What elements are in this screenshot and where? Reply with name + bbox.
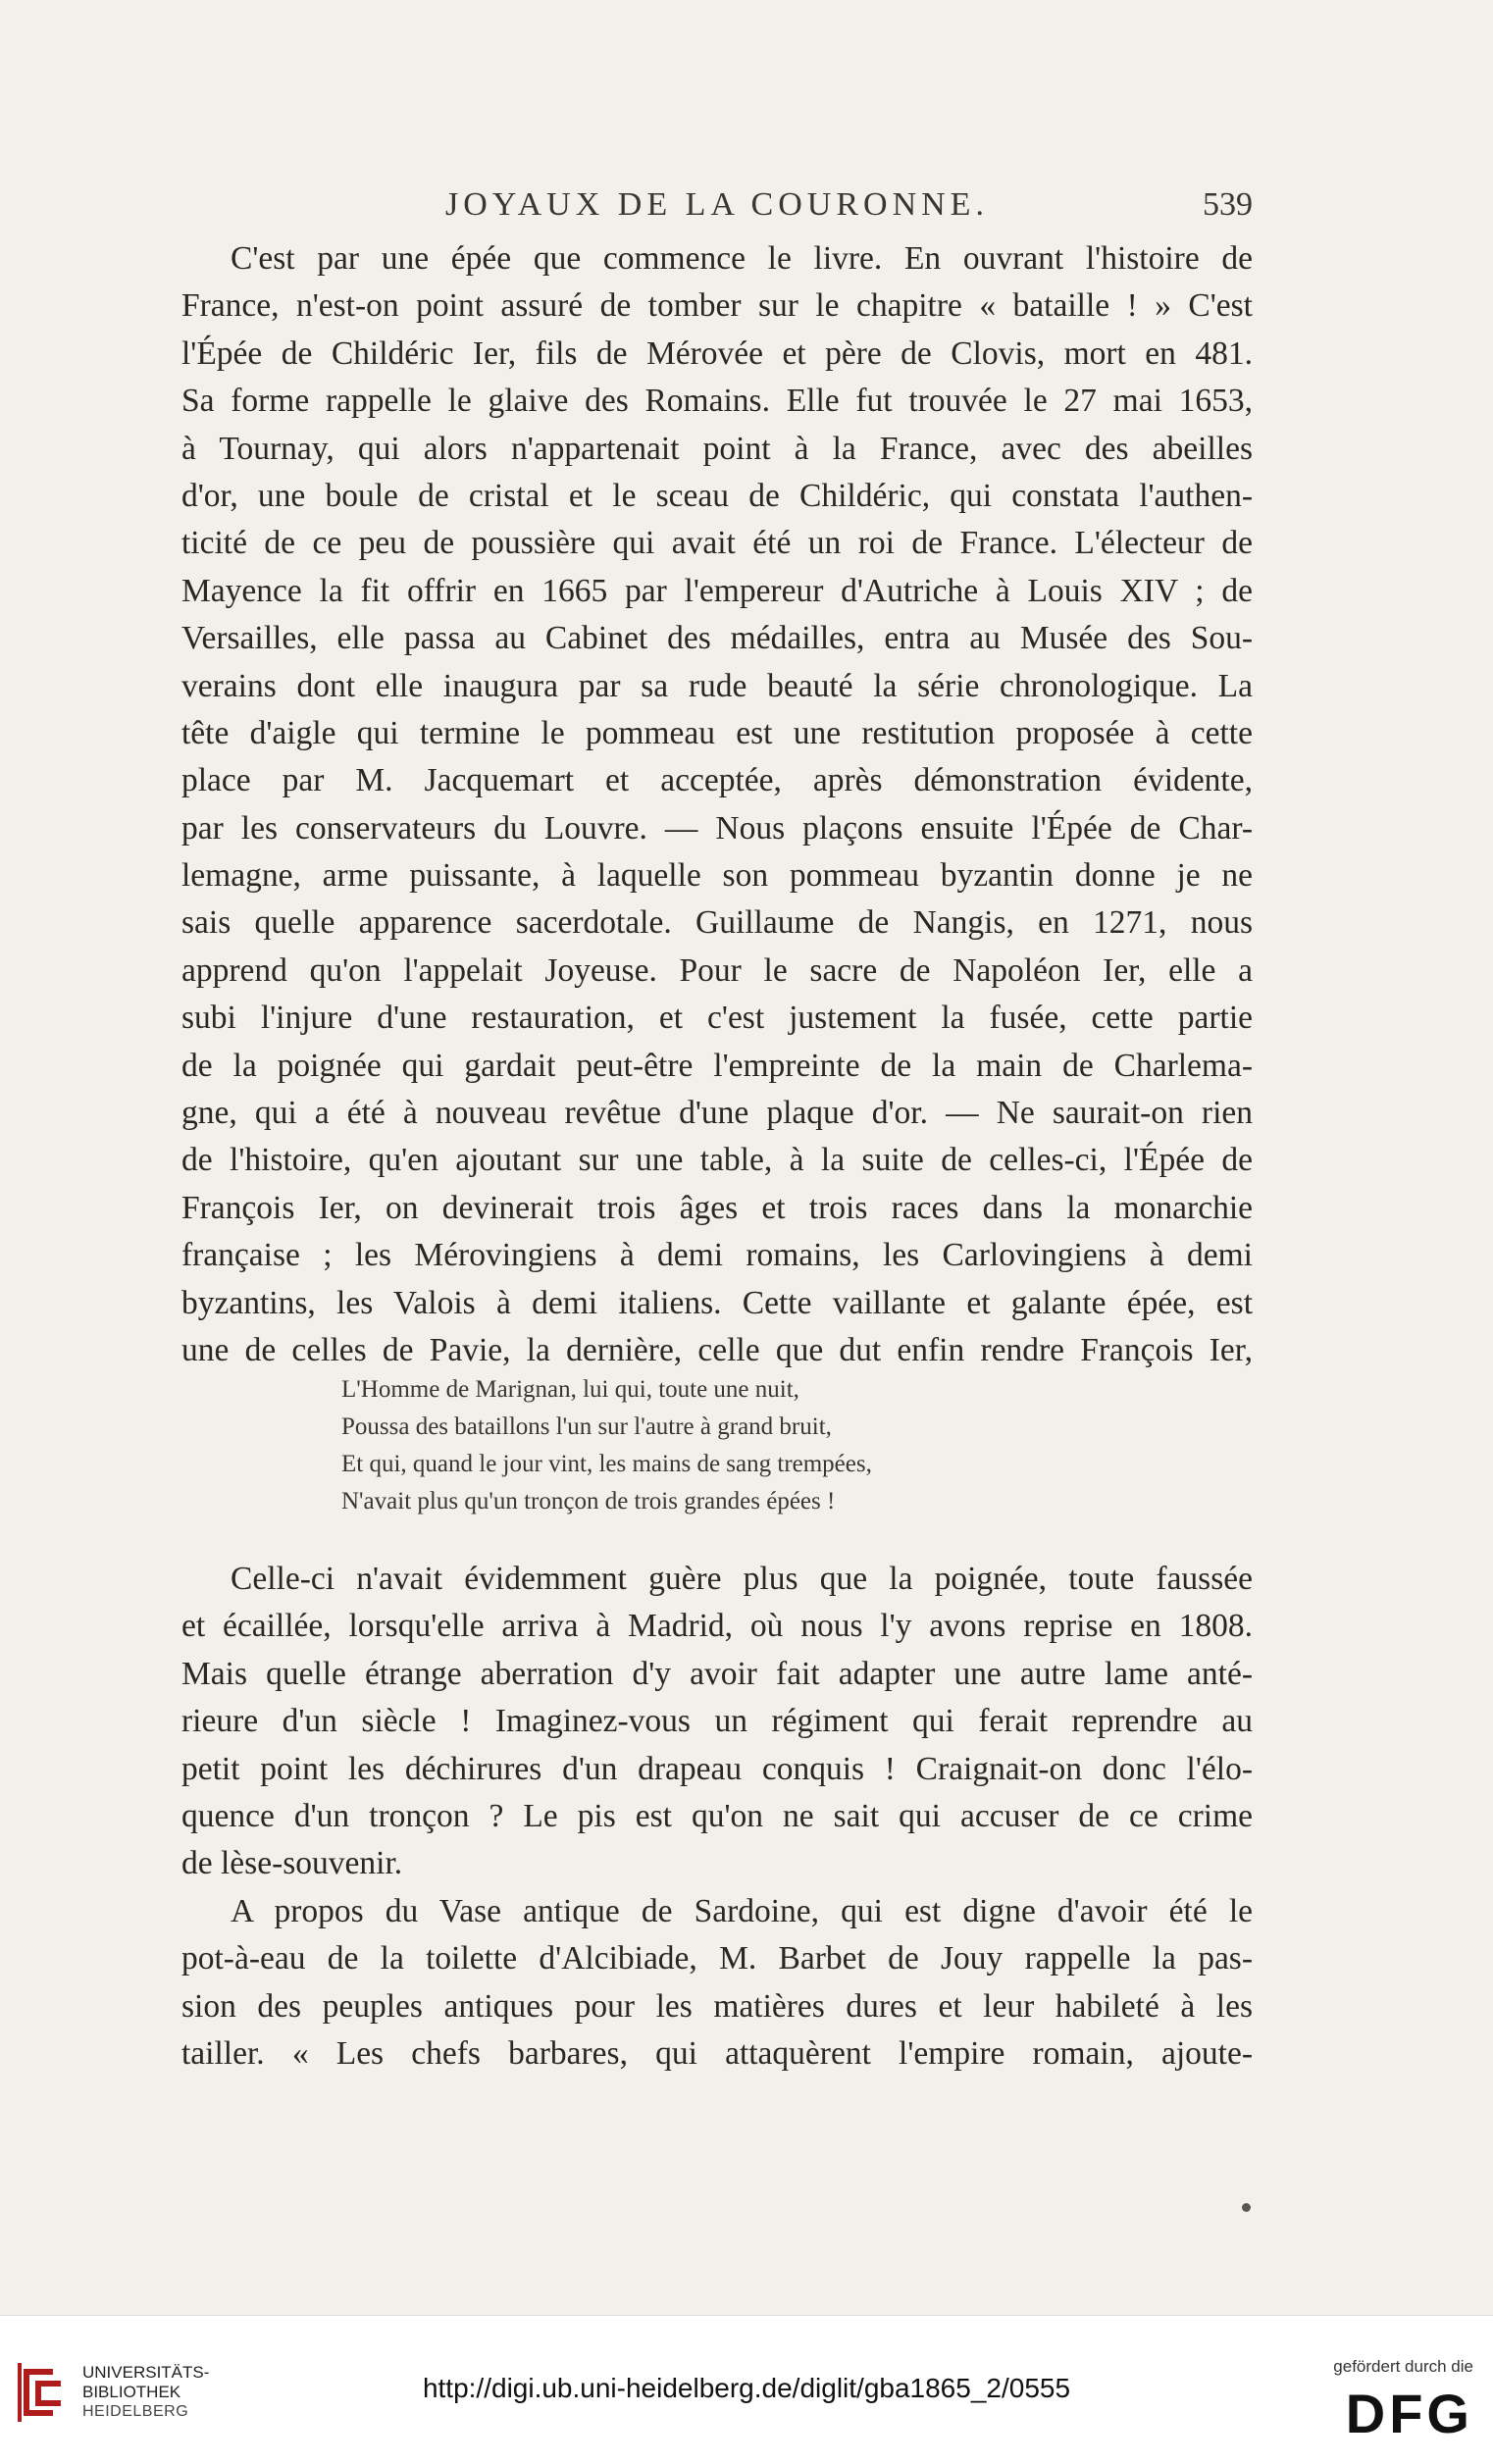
library-name-line: HEIDELBERG: [82, 2403, 189, 2420]
viewer-footer: [0, 2315, 1493, 2464]
text-line: C'est par une épée que commence le livre. En ouvrant l'histoire de: [231, 240, 1253, 277]
text-line: sion des peuples antiques pour les matières dures et leur habileté à les: [181, 1987, 1253, 2025]
verse-line: L'Homme de Marignan, lui qui, toute une nuit,: [341, 1376, 799, 1403]
text-line: France, n'est-on point assuré de tomber sur le chapitre « bataille ! » C'est: [181, 287, 1253, 325]
paragraph-2: [181, 1556, 1253, 2078]
text-line: rieure d'un siècle ! Imaginez-vous un régiment qui ferait reprendre au: [181, 1703, 1253, 1740]
verse-line: Poussa des bataillons l'un sur l'autre à grand bruit,: [341, 1413, 832, 1440]
text-line: d'or, une boule de cristal et le sceau de Childéric, qui constata l'authen-: [181, 477, 1253, 514]
text-line: l'Épée de Childéric Ier, fils de Mérovée et père de Clovis, mort en 481.: [181, 334, 1253, 372]
text-line: et écaillée, lorsqu'elle arriva à Madrid, où nous l'y avons reprise en 1808.: [181, 1608, 1253, 1645]
text-line: place par M. Jacquemart et acceptée, après démonstration évidente,: [181, 762, 1253, 799]
text-line: Mais quelle étrange aberration d'y avoir fait adapter une autre lame anté-: [181, 1655, 1253, 1692]
funded-by-text: gefördert durch die: [1333, 2357, 1473, 2376]
text-line: verains dont elle inaugura par sa rude beauté la série chronologique. La: [181, 667, 1253, 704]
text-line: A propos du Vase antique de Sardoine, qui est digne d'avoir été le: [231, 1892, 1253, 1929]
text-line: à Tournay, qui alors n'appartenait point à la France, avec des abeilles: [181, 430, 1253, 467]
permalink-url[interactable]: http://digi.ub.uni-heidelberg.de/diglit/gba1865_2/0555: [422, 2373, 1071, 2403]
text-line: pot-à-eau de la toilette d'Alcibiade, M. Barbet de Jouy rappelle la pas-: [181, 1940, 1253, 1977]
text-line: française ; les Mérovingiens à demi romains, les Carlovingiens à demi: [181, 1237, 1253, 1274]
text-line: ticité de ce peu de poussière qui avait été un roi de France. L'électeur de: [181, 525, 1253, 562]
dfg-logo: DFG: [1345, 2383, 1473, 2444]
text-line: gne, qui a été à nouveau revêtue d'une plaque d'or. — Ne saurait-on rien: [181, 1095, 1253, 1132]
page-mark-dot: [1242, 2203, 1251, 2212]
library-name-line: BIBLIOTHEK: [82, 2383, 181, 2401]
text-line: François Ier, on devinerait trois âges et trois races dans la monarchie: [181, 1189, 1253, 1226]
verse-line: Et qui, quand le jour vint, les mains de sang trempées,: [341, 1451, 872, 1477]
text-line: tailler. « Les chefs barbares, qui attaquèrent l'empire romain, ajoute-: [181, 2034, 1253, 2072]
text-line: de l'histoire, qu'en ajoutant sur une table, à la suite de celles-ci, l'Épée de: [181, 1142, 1253, 1179]
text-line: de lèse-souvenir.: [181, 1845, 403, 1882]
paragraph-1: [181, 235, 1253, 1374]
text-line: tête d'aigle qui termine le pommeau est une restitution proposée à cette: [181, 714, 1253, 751]
text-line: par les conservateurs du Louvre. — Nous plaçons ensuite l'Épée de Char-: [181, 809, 1253, 847]
running-title: JOYAUX DE LA COURONNE.: [445, 186, 989, 223]
page-number: 539: [1203, 186, 1253, 223]
text-line: de la poignée qui gardait peut-être l'empreinte de la main de Charlema-: [181, 1047, 1253, 1084]
text-line: Versailles, elle passa au Cabinet des médailles, entra au Musée des Sou-: [181, 620, 1253, 657]
text-line: Sa forme rappelle le glaive des Romains. Elle fut trouvée le 27 mai 1653,: [181, 383, 1253, 420]
text-line: sais quelle apparence sacerdotale. Guillaume de Nangis, en 1271, nous: [181, 904, 1253, 942]
verse-quotation: [341, 1371, 872, 1520]
running-header: [181, 186, 1253, 230]
text-line: quence d'un tronçon ? Le pis est qu'on ne sait qui accuser de ce crime: [181, 1797, 1253, 1834]
verse-line: N'avait plus qu'un tronçon de trois grandes épées !: [341, 1488, 836, 1514]
text-line: une de celles de Pavie, la dernière, celle que dut enfin rendre François Ier,: [181, 1331, 1253, 1368]
text-line: lemagne, arme puissante, à laquelle son pommeau byzantin donne je ne: [181, 857, 1253, 895]
text-line: apprend qu'on l'appelait Joyeuse. Pour le sacre de Napoléon Ier, elle a: [181, 951, 1253, 989]
text-line: byzantins, les Valois à demi italiens. Cette vaillante et galante épée, est: [181, 1284, 1253, 1321]
text-line: petit point les déchirures d'un drapeau conquis ! Craignait-on donc l'élo-: [181, 1750, 1253, 1787]
text-line: subi l'injure d'une restauration, et c'est justement la fusée, cette partie: [181, 1000, 1253, 1037]
library-name-line: UNIVERSITÄTS-: [82, 2363, 210, 2382]
text-line: Mayence la fit offrir en 1665 par l'empereur d'Autriche à Louis XIV ; de: [181, 572, 1253, 609]
text-line: Celle-ci n'avait évidemment guère plus que la poignée, toute faussée: [231, 1561, 1253, 1597]
